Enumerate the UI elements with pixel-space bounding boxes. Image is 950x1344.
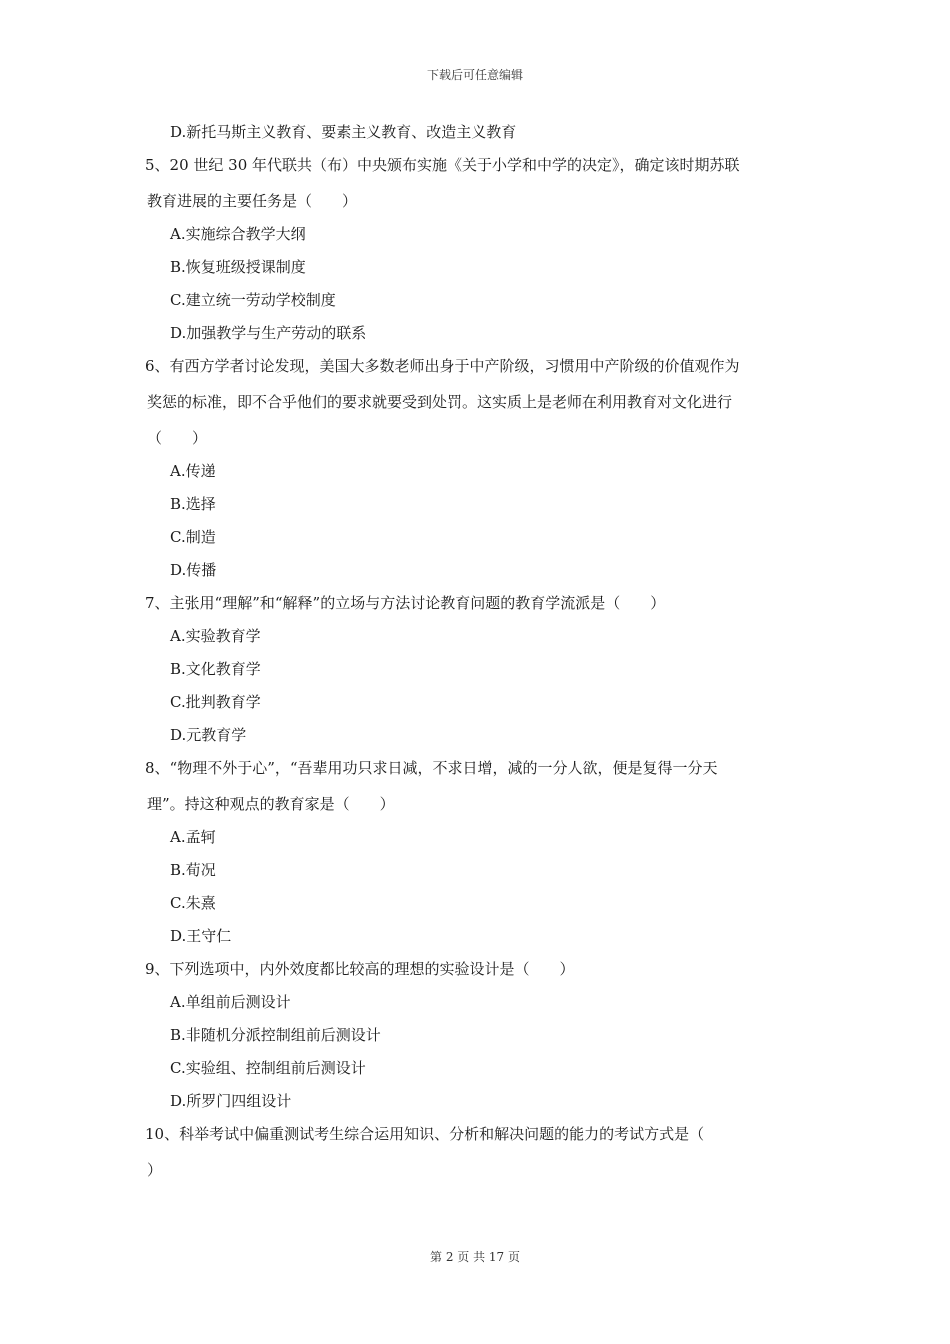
option-d: D.所罗门四组设计	[170, 1092, 292, 1110]
option-d: D.王守仁	[170, 927, 232, 945]
option-b: B.非随机分派控制组前后测设计	[170, 1026, 381, 1044]
question-text-line: 教育进展的主要任务是（ ）	[147, 192, 358, 210]
option-a: A.实验教育学	[170, 627, 261, 645]
option-b: B.选择	[170, 495, 216, 513]
option-a: A.实施综合教学大纲	[170, 225, 306, 243]
question-text-line: 6、有西方学者讨论发现，美国大多数老师出身于中产阶级，习惯用中产阶级的价值观作为	[145, 357, 740, 375]
option-a: A.传递	[170, 462, 216, 480]
option-c: C.制造	[170, 528, 216, 546]
question-text-line: 理”。持这种观点的教育家是（ ）	[147, 795, 395, 813]
option-a: A.孟轲	[170, 828, 216, 846]
page-header: 下载后可任意编辑	[426, 68, 523, 82]
option-c: C.批判教育学	[170, 693, 261, 711]
question-text-line: 10、科举考试中偏重测试考生综合运用知识、分析和解决问题的能力的考试方式是（	[145, 1125, 705, 1143]
question-text-line: 9、下列选项中，内外效度都比较高的理想的实验设计是（ ）	[145, 960, 575, 978]
option-d: D.元教育学	[170, 726, 247, 744]
question-text-line: 7、主张用“理解”和“解释”的立场与方法讨论教育问题的教育学流派是（ ）	[145, 594, 666, 612]
question-text-line: 8、“物理不外于心”，“吾辈用功只求日减，不求日增，减的一分人欲，便是复得一分天	[145, 759, 718, 777]
page-footer: 第 2 页 共 17 页	[430, 1250, 520, 1264]
question-10	[145, 1124, 810, 1180]
option-a: A.单组前后测设计	[170, 993, 291, 1011]
option-c: C.建立统一劳动学校制度	[170, 291, 336, 309]
option-b: B.文化教育学	[170, 660, 261, 678]
question-6	[145, 356, 810, 448]
question-text-line: ）	[147, 1161, 163, 1179]
option-d: D.加强教学与生产劳动的联系	[170, 324, 367, 342]
option-b: B.恢复班级授课制度	[170, 258, 306, 276]
question-7	[145, 593, 810, 613]
question-9	[145, 959, 810, 979]
option-d: D.传播	[170, 561, 217, 579]
option-c: C.实验组、控制组前后测设计	[170, 1059, 366, 1077]
question-text-line: 5、20 世纪 30 年代联共（布）中央颁布实施《关于小学和中学的决定》，确定该时期苏联	[145, 156, 740, 174]
option-b: B.荀况	[170, 861, 216, 879]
question-text-line: （ ）	[147, 429, 208, 447]
option-d-previous-question: D.新托马斯主义教育、要素主义教育、改造主义教育	[170, 123, 517, 141]
option-c: C.朱熹	[170, 894, 216, 912]
question-text-line: 奖惩的标准，即不合乎他们的要求就要受到处罚。这实质上是老师在利用教育对文化进行	[147, 393, 733, 411]
question-8	[145, 758, 810, 814]
document-body	[145, 122, 810, 1193]
question-5	[145, 155, 810, 211]
